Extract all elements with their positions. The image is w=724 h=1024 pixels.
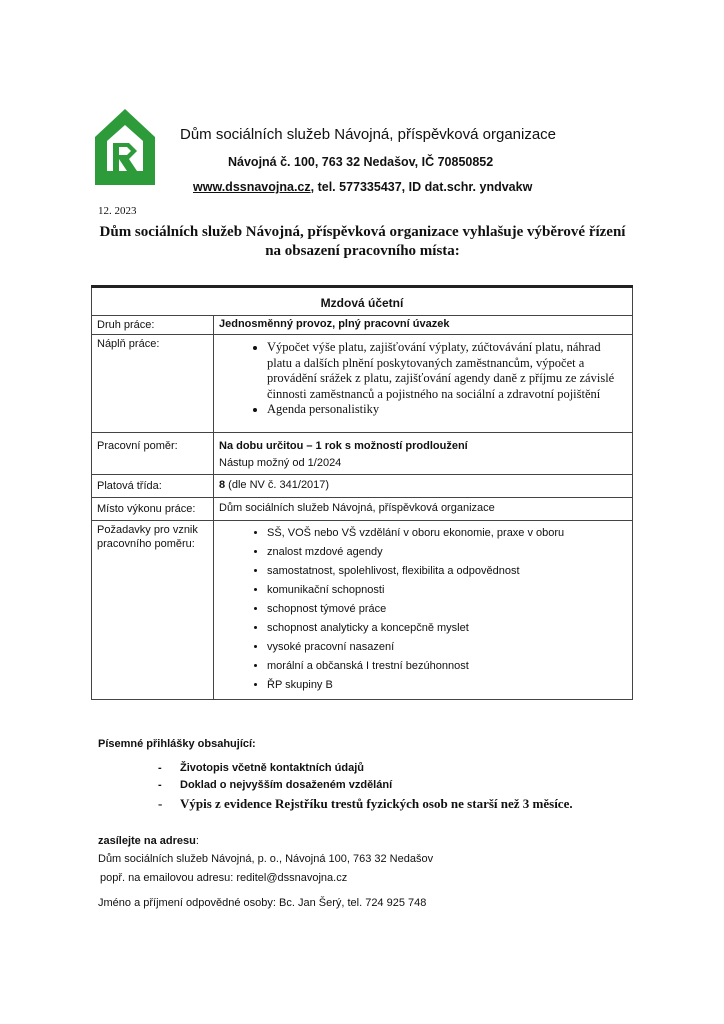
organization-logo [93,107,157,187]
pracovni-pomer-label: Pracovní poměr: [92,433,214,475]
list-item: • znalost mzdové agendy [267,545,627,564]
list-item: • komunikační schopnosti [267,583,627,602]
position-title-row [92,287,633,316]
druh-prace-label: Druh práce: [92,316,214,335]
document-date: 12. 2023 [98,205,137,217]
platova-trida-value [214,475,633,498]
organization-address: Návojná č. 100, 763 32 Nedašov, IČ 70850852 [228,155,494,169]
list-item: • morální a občanská I trestní bezúhonnost [267,659,627,678]
organization-name: Dům sociálních služeb Návojná, příspěvková organizace [180,126,557,143]
table-row [92,433,633,475]
position-title: Mzdová účetní [92,287,633,316]
pracovni-pomer-start: Nástup možný od 1/2024 [219,457,342,469]
misto-vykonu-label: Místo výkonu práce: [92,498,214,521]
pozadavky-list [219,526,627,697]
misto-vykonu-value: Dům sociálních služeb Návojná, příspěvková organizace [214,498,633,521]
send-heading: zasílejte na adresu [98,835,196,847]
organization-contact [193,180,532,194]
list-item: - Životopis včetně kontaktních údajů [158,762,658,779]
platova-trida-number: 8 [219,479,226,491]
send-heading-line [98,835,658,847]
naplne-prace-list [219,340,627,418]
send-address: Dům sociálních služeb Návojná, p. o., Návojná 100, 763 32 Nedašov [98,853,434,865]
table-row [92,335,633,433]
announcement-heading: Dům sociálních služeb Návojná, příspěvková organizace vyhlašuje výběrové řízení na obsazení pracovního místa: [99,224,626,259]
send-section [98,835,658,909]
contact-details: , tel. 577335437, ID dat.schr. yndvakw [310,180,533,194]
pozadavky-value [214,521,633,700]
platova-trida-label: Platová třída: [92,475,214,498]
table-row [92,498,633,521]
list-item: • SŠ, VOŠ nebo VŠ vzdělání v oboru ekonomie, praxe v oboru [267,526,627,545]
list-item: - Doklad o nejvyšším dosaženém vzdělání [158,779,658,796]
list-item: - Výpis z evidence Rejstříku trestů fyzických osob ne starší než 3 měsíce. [158,796,658,813]
pozadavky-label: Požadavky pro vznik pracovního poměru: [92,521,214,700]
position-table [91,285,633,700]
pracovni-pomer-value [214,433,633,475]
contact-person: Jméno a příjmení odpovědné osoby: Bc. Jan Šerý, tel. 724 925 748 [98,897,427,909]
platova-trida-note: (dle NV č. 341/2017) [225,479,330,491]
table-row [92,316,633,335]
applications-section [98,738,658,813]
list-item: • samostatnost, spolehlivost, flexibilita a odpovědnost [267,564,627,583]
applications-heading: Písemné přihlášky obsahující: [98,738,256,750]
naplne-prace-value [214,335,633,433]
list-item: • schopnost analyticky a koncepčně myslet [267,621,627,640]
list-item: • Výpočet výše platu, zajišťování výplaty, zúčtovávání platu, náhrad platu a dalších plnění poskytovaných zaměstnancům, výpočet a provádění srážek z platu, zajišťování agendy daně z příjmu ze závislé činnosti zaměstnanců a pojistného na sociální a zdravotní pojištění [267,340,627,402]
send-heading-colon: : [195,835,199,847]
pracovni-pomer-type: Na dobu určitou – 1 rok s možností prodloužení [219,440,468,452]
table-row [92,521,633,700]
website-link[interactable]: www.dssnavojna.cz [193,180,311,194]
list-item: • schopnost týmové práce [267,602,627,621]
list-item: • ŘP skupiny B [267,678,627,697]
naplne-prace-label: Náplň práce: [92,335,214,433]
druh-prace-value: Jednosměnný provoz, plný pracovní úvazek [214,316,633,335]
list-item: • Agenda personalistiky [267,402,627,418]
list-item: • vysoké pracovní nasazení [267,640,627,659]
applications-list [98,762,658,813]
send-email[interactable]: popř. na emailovou adresu: reditel@dssnavojna.cz [100,872,348,884]
table-row [92,475,633,498]
